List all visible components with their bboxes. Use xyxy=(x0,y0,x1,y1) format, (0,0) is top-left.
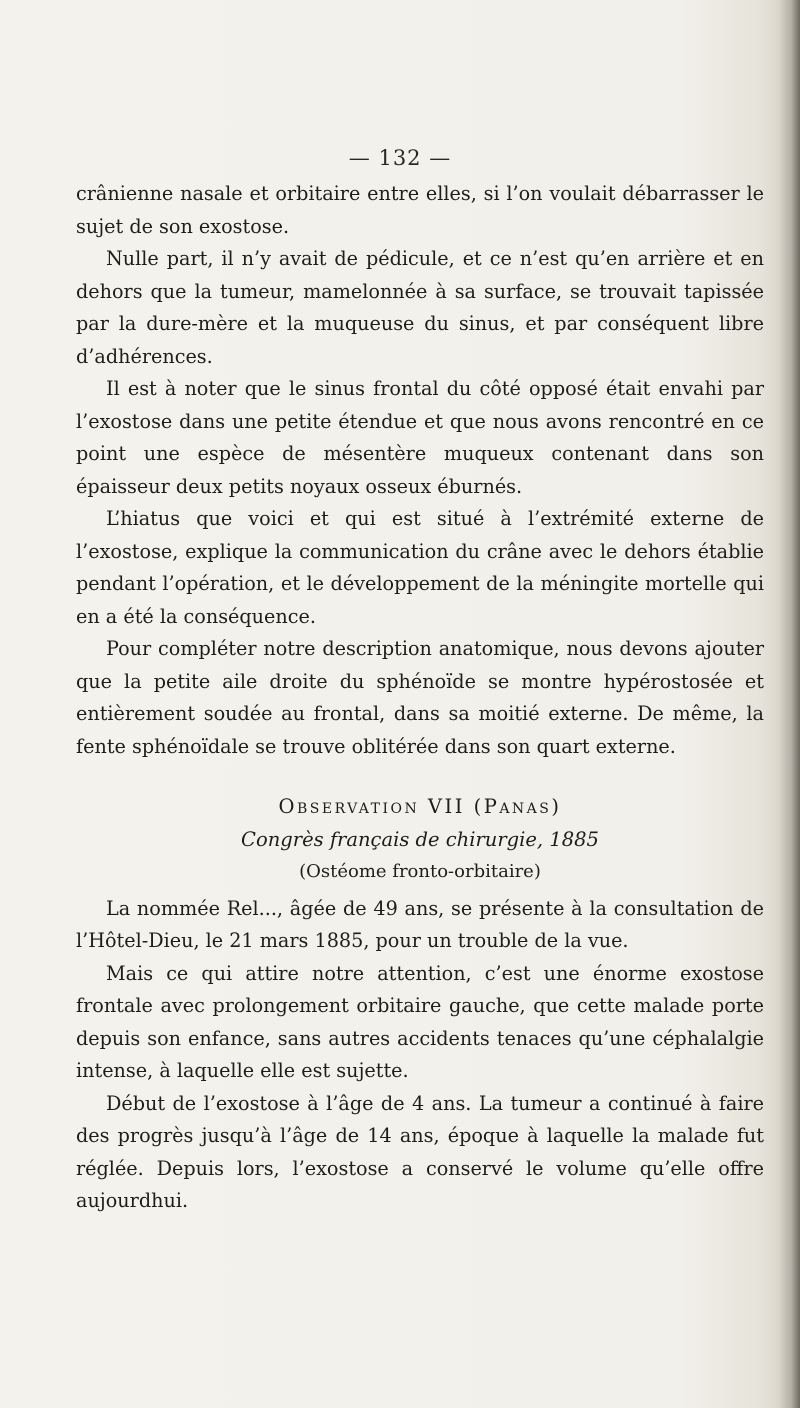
page-edge-shadow xyxy=(778,0,800,1408)
paragraph: Il est à noter que le sinus frontal du côté opposé était envahi par l’exostose dans une petite étendue et que nous avons rencontré en ce point une espèce de mésentère muqueux contenant dans son épaisseur deux petits noyaux osseux éburnés. xyxy=(76,377,764,498)
paragraph: L’hiatus que voici et qui est situé à l’extrémité externe de l’exostose, explique la communication du crâne avec le dehors établie pendant l’opération, et le développement de la méningite mortelle qui en a été la conséquence. xyxy=(76,507,764,628)
paragraph: Début de l’exostose à l’âge de 4 ans. La tumeur a continué à faire des progrès jusqu’à l’âge de 14 ans, époque à laquelle la malade fut réglée. Depuis lors, l’exostose a conservé le volume qu’elle offre aujourdhui. xyxy=(76,1091,764,1212)
observation-diagnosis: (Ostéome fronto-orbitaire) xyxy=(299,861,541,882)
observation-heading xyxy=(76,791,764,889)
paragraph: crânienne nasale et orbitaire entre elles, si l’on voulait débarrasser le sujet de son exostose. xyxy=(76,182,764,238)
paragraph: Nulle part, il n’y avait de pédicule, et ce n’est qu’en arrière et en dehors que la tumeur, mamelonnée à sa surface, se trouvait tapissée par la dure-mère et la muqueuse du sinus, et par conséquent libre d’adhérences. xyxy=(76,247,764,368)
paragraph: Mais ce qui attire notre attention, c’est une énorme exostose frontale avec prolongement orbitaire gauche, que cette malade porte depuis son enfance, sans autres accidents tenaces qu’une céphalalgie intense, à laquelle elle est sujette. xyxy=(76,961,764,1082)
body-text xyxy=(76,178,764,1218)
page-number: — 132 — xyxy=(348,146,452,170)
paragraph: La nommée Rel..., âgée de 49 ans, se présente à la consultation de l’Hôtel-Dieu, le 21 mars 1885, pour un trouble de la vue. xyxy=(76,896,764,952)
observation-title: Observation VII (Panas) xyxy=(278,795,562,818)
observation-source: Congrès français de chirurgie, 1885 xyxy=(241,827,599,851)
paragraph: Pour compléter notre description anatomique, nous devons ajouter que la petite aile droite du sphénoïde se montre hypérostosée et entièrement soudée au frontal, dans sa moitié externe. De même, la fente sphénoïdale se trouve oblitérée dans son quart externe. xyxy=(76,637,764,758)
